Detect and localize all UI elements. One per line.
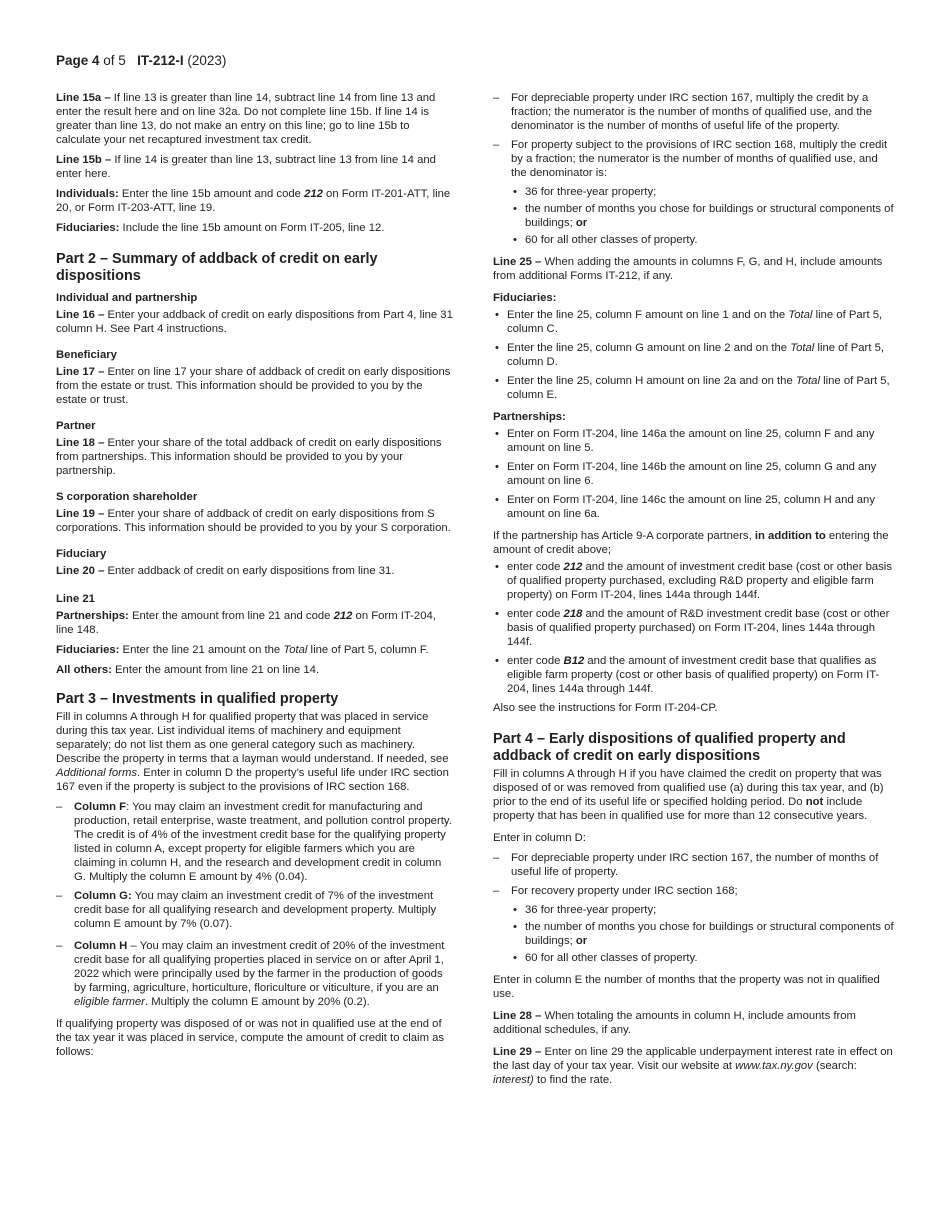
fiduciaries-heading: Fiduciaries:: [493, 292, 557, 304]
d-167-item: – For depreciable property under IRC section 167, the number of months of useful life of property.: [493, 851, 895, 879]
enter-column-e: Enter in column E the number of months that the property was not in qualified use.: [493, 974, 880, 1000]
code-218-item: • enter code 218 and the amount of R&D investment credit base (cost or other basis of qualified property purchased) on Form IT-204, lines 144a through 144f.: [493, 607, 895, 649]
page-header: [56, 53, 226, 68]
line-16: Line 16 – Enter your addback of credit on early dispositions from Part 4, line 31 column H. See Part 4 instructions.: [56, 309, 453, 335]
line-29: Line 29 – Enter on line 29 the applicable underpayment interest rate in effect on the last day of your tax year. Visit our website at www.tax.ny.gov (search: interest) to find the rate.: [493, 1046, 893, 1086]
partnership-146a: • Enter on Form IT-204, line 146a the amount on line 25, column F and any amount on line 5.: [493, 427, 895, 455]
part4-title: Part 4 – Early dispositions of qualified property and addback of credit on early dispositions: [493, 731, 846, 764]
line-15a: Line 15a – If line 13 is greater than line 14, subtract line 14 from line 13 and enter the result here and on line 32a. Do not complete line 15b. If line 14 is greater than line 13, do not make an entry on this line; go to line 15b to calculate your net recaptured investment tax credit.: [56, 92, 436, 146]
beneficiary-heading: Beneficiary: [56, 349, 117, 361]
enter-column-d: Enter in column D:: [493, 832, 586, 844]
article-9a-intro: If the partnership has Article 9-A corporate partners, in addition to entering the amount of credit above;: [493, 530, 889, 556]
individuals-15b: Individuals: Enter the line 15b amount and code 212 on Form IT-201-ATT, line 20, or Form IT-203-ATT, line 19.: [56, 188, 451, 214]
fid-column-g: • Enter the line 25, column G amount on line 2 and on the Total line of Part 5, column D.: [493, 341, 895, 369]
page-of: of 5: [103, 53, 126, 68]
column-g-item: – Column G: You may claim an investment credit of 7% of the investment credit base for all qualifying research and development property. Multiply column E amount by 7% (0.07).: [56, 889, 454, 931]
form-code: IT-212-I: [137, 53, 184, 68]
denominator-60: • 60 for all other classes of property.: [511, 233, 895, 247]
code-212-item: • enter code 212 and the amount of investment credit base (cost or other basis of qualified property purchased, excluding R&D property and eligible farm property) on Form IT-204, lines 144a through 144f.: [493, 560, 895, 602]
line-20: Line 20 – Enter addback of credit on early dispositions from line 31.: [56, 565, 395, 577]
partnerships-heading: Partnerships:: [493, 411, 566, 423]
part2-title: Part 2 – Summary of addback of credit on early dispositions: [56, 251, 378, 284]
d-168-item: – For recovery property under IRC section 168;: [493, 884, 895, 898]
fiduciary-heading: Fiduciary: [56, 548, 107, 560]
property-168-item: – For property subject to the provisions of IRC section 168, multiply the credit by a fraction; the numerator is the number of months of qualified use, and the denominator is:: [493, 138, 895, 180]
column-h-item: – Column H – You may claim an investment credit of 20% of the investment credit base for all qualifying properties placed in service on or after April 1, 2022 which were principally used by the farmer in the production of goods by farming, agriculture, horticulture, floriculture or viticulture, if you are an eligible farmer. Multiply the column E amount by 20% (0.2).: [56, 939, 454, 1009]
d-list: [493, 903, 895, 965]
line-15b: Line 15b – If line 14 is greater than line 13, subtract line 13 from line 14 and enter here.: [56, 154, 436, 180]
page-label: Page 4: [56, 53, 100, 68]
denominator-months: • the number of months you chose for buildings or structural components of buildings; or: [511, 202, 895, 230]
part3-title: Part 3 – Investments in qualified property: [56, 691, 339, 707]
partnership-146b: • Enter on Form IT-204, line 146b the amount on line 25, column G and any amount on line 6.: [493, 460, 895, 488]
left-column: [56, 91, 454, 1065]
disposition-intro: If qualifying property was disposed of or was not in qualified use at the end of the tax year it was placed in service, compute the amount of credit to claim as follows:: [56, 1018, 445, 1058]
part4-intro: Fill in columns A through H if you have claimed the credit on property that was disposed of or was removed from qualified use (a) during this tax year, and (b) prior to the end of its useful life or specified holding period. Do not include property that has been in qualified use for more than 12 consecutive years.: [493, 768, 884, 822]
line-21-partnerships: Partnerships: Enter the amount from line 21 and code 212 on Form IT-204, line 148.: [56, 610, 436, 636]
line-21-heading: Line 21: [56, 593, 95, 605]
form-year: (2023): [187, 53, 227, 68]
denominator-36: • 36 for three-year property;: [511, 185, 895, 199]
part3-intro: Fill in columns A through H for qualified property that was placed in service during this tax year. List individual items of machinery and equipment separately; do not list them as one general category such as machinery. Describe the property in terms that a layman would understand. If needed, see Additional forms. Enter in column D the property’s useful life under IRC section 167 even if the property is subject to the provisions of IRC section 168.: [56, 711, 449, 793]
fid-column-f: • Enter the line 25, column F amount on line 1 and on the Total line of Part 5, column C.: [493, 308, 895, 336]
line-17: Line 17 – Enter on line 17 your share of addback of credit on early dispositions from the estate or trust. This information should be provided to you by the estate or trust.: [56, 366, 451, 406]
denominator-list: [493, 185, 895, 247]
line-19: Line 19 – Enter your share of addback of credit on early dispositions from S corporations. This information should be provided to you by your S corporation.: [56, 508, 451, 534]
column-f-item: – Column F: You may claim an investment credit for manufacturing and production, retail enterprise, waste treatment, and pollution control property. The credit is of 4% of the investment credit base for the qualifying property listed in column A, except property for eligible farmers which you are claiming in column H, and the research and development credit in column G. Multiply the column E amount by 4% (0.04).: [56, 800, 454, 884]
website-link[interactable]: www.tax.ny.gov: [735, 1060, 813, 1072]
line-18: Line 18 – Enter your share of the total addback of credit on early dispositions from partnerships. This information should be provided to you by your partnership.: [56, 437, 442, 477]
partnership-146c: • Enter on Form IT-204, line 146c the amount on line 25, column H and any amount on line 6a.: [493, 493, 895, 521]
s-corp-heading: S corporation shareholder: [56, 491, 198, 503]
d-36: • 36 for three-year property;: [511, 903, 895, 917]
individual-partnership-heading: Individual and partnership: [56, 292, 198, 304]
line-21-fiduciaries: Fiduciaries: Enter the line 21 amount on the Total line of Part 5, column F.: [56, 644, 429, 656]
line-28: Line 28 – When totaling the amounts in column H, include amounts from additional schedules, if any.: [493, 1010, 856, 1036]
also-see: Also see the instructions for Form IT-204-CP.: [493, 702, 718, 714]
fiduciaries-15b: Fiduciaries: Include the line 15b amount on Form IT-205, line 12.: [56, 222, 385, 234]
line-25: Line 25 – When adding the amounts in columns F, G, and H, include amounts from additional Forms IT-212, if any.: [493, 256, 883, 282]
line-21-all-others: All others: Enter the amount from line 21 on line 14.: [56, 664, 320, 676]
partner-heading: Partner: [56, 420, 96, 432]
code-b12-item: • enter code B12 and the amount of investment credit base that qualifies as eligible farm property (cost or other basis of qualified property) on Form IT-204, lines 144a through 144f.: [493, 654, 895, 696]
fid-column-h: • Enter the line 25, column H amount on line 2a and on the Total line of Part 5, column E.: [493, 374, 895, 402]
right-column: [493, 91, 895, 1093]
d-60: • 60 for all other classes of property.: [511, 951, 895, 965]
d-months: • the number of months you chose for buildings or structural components of buildings; or: [511, 920, 895, 948]
depreciable-167-item: – For depreciable property under IRC section 167, multiply the credit by a fraction; the numerator is the number of months of qualified use, and the denominator is the number of months of useful life of the property.: [493, 91, 895, 133]
